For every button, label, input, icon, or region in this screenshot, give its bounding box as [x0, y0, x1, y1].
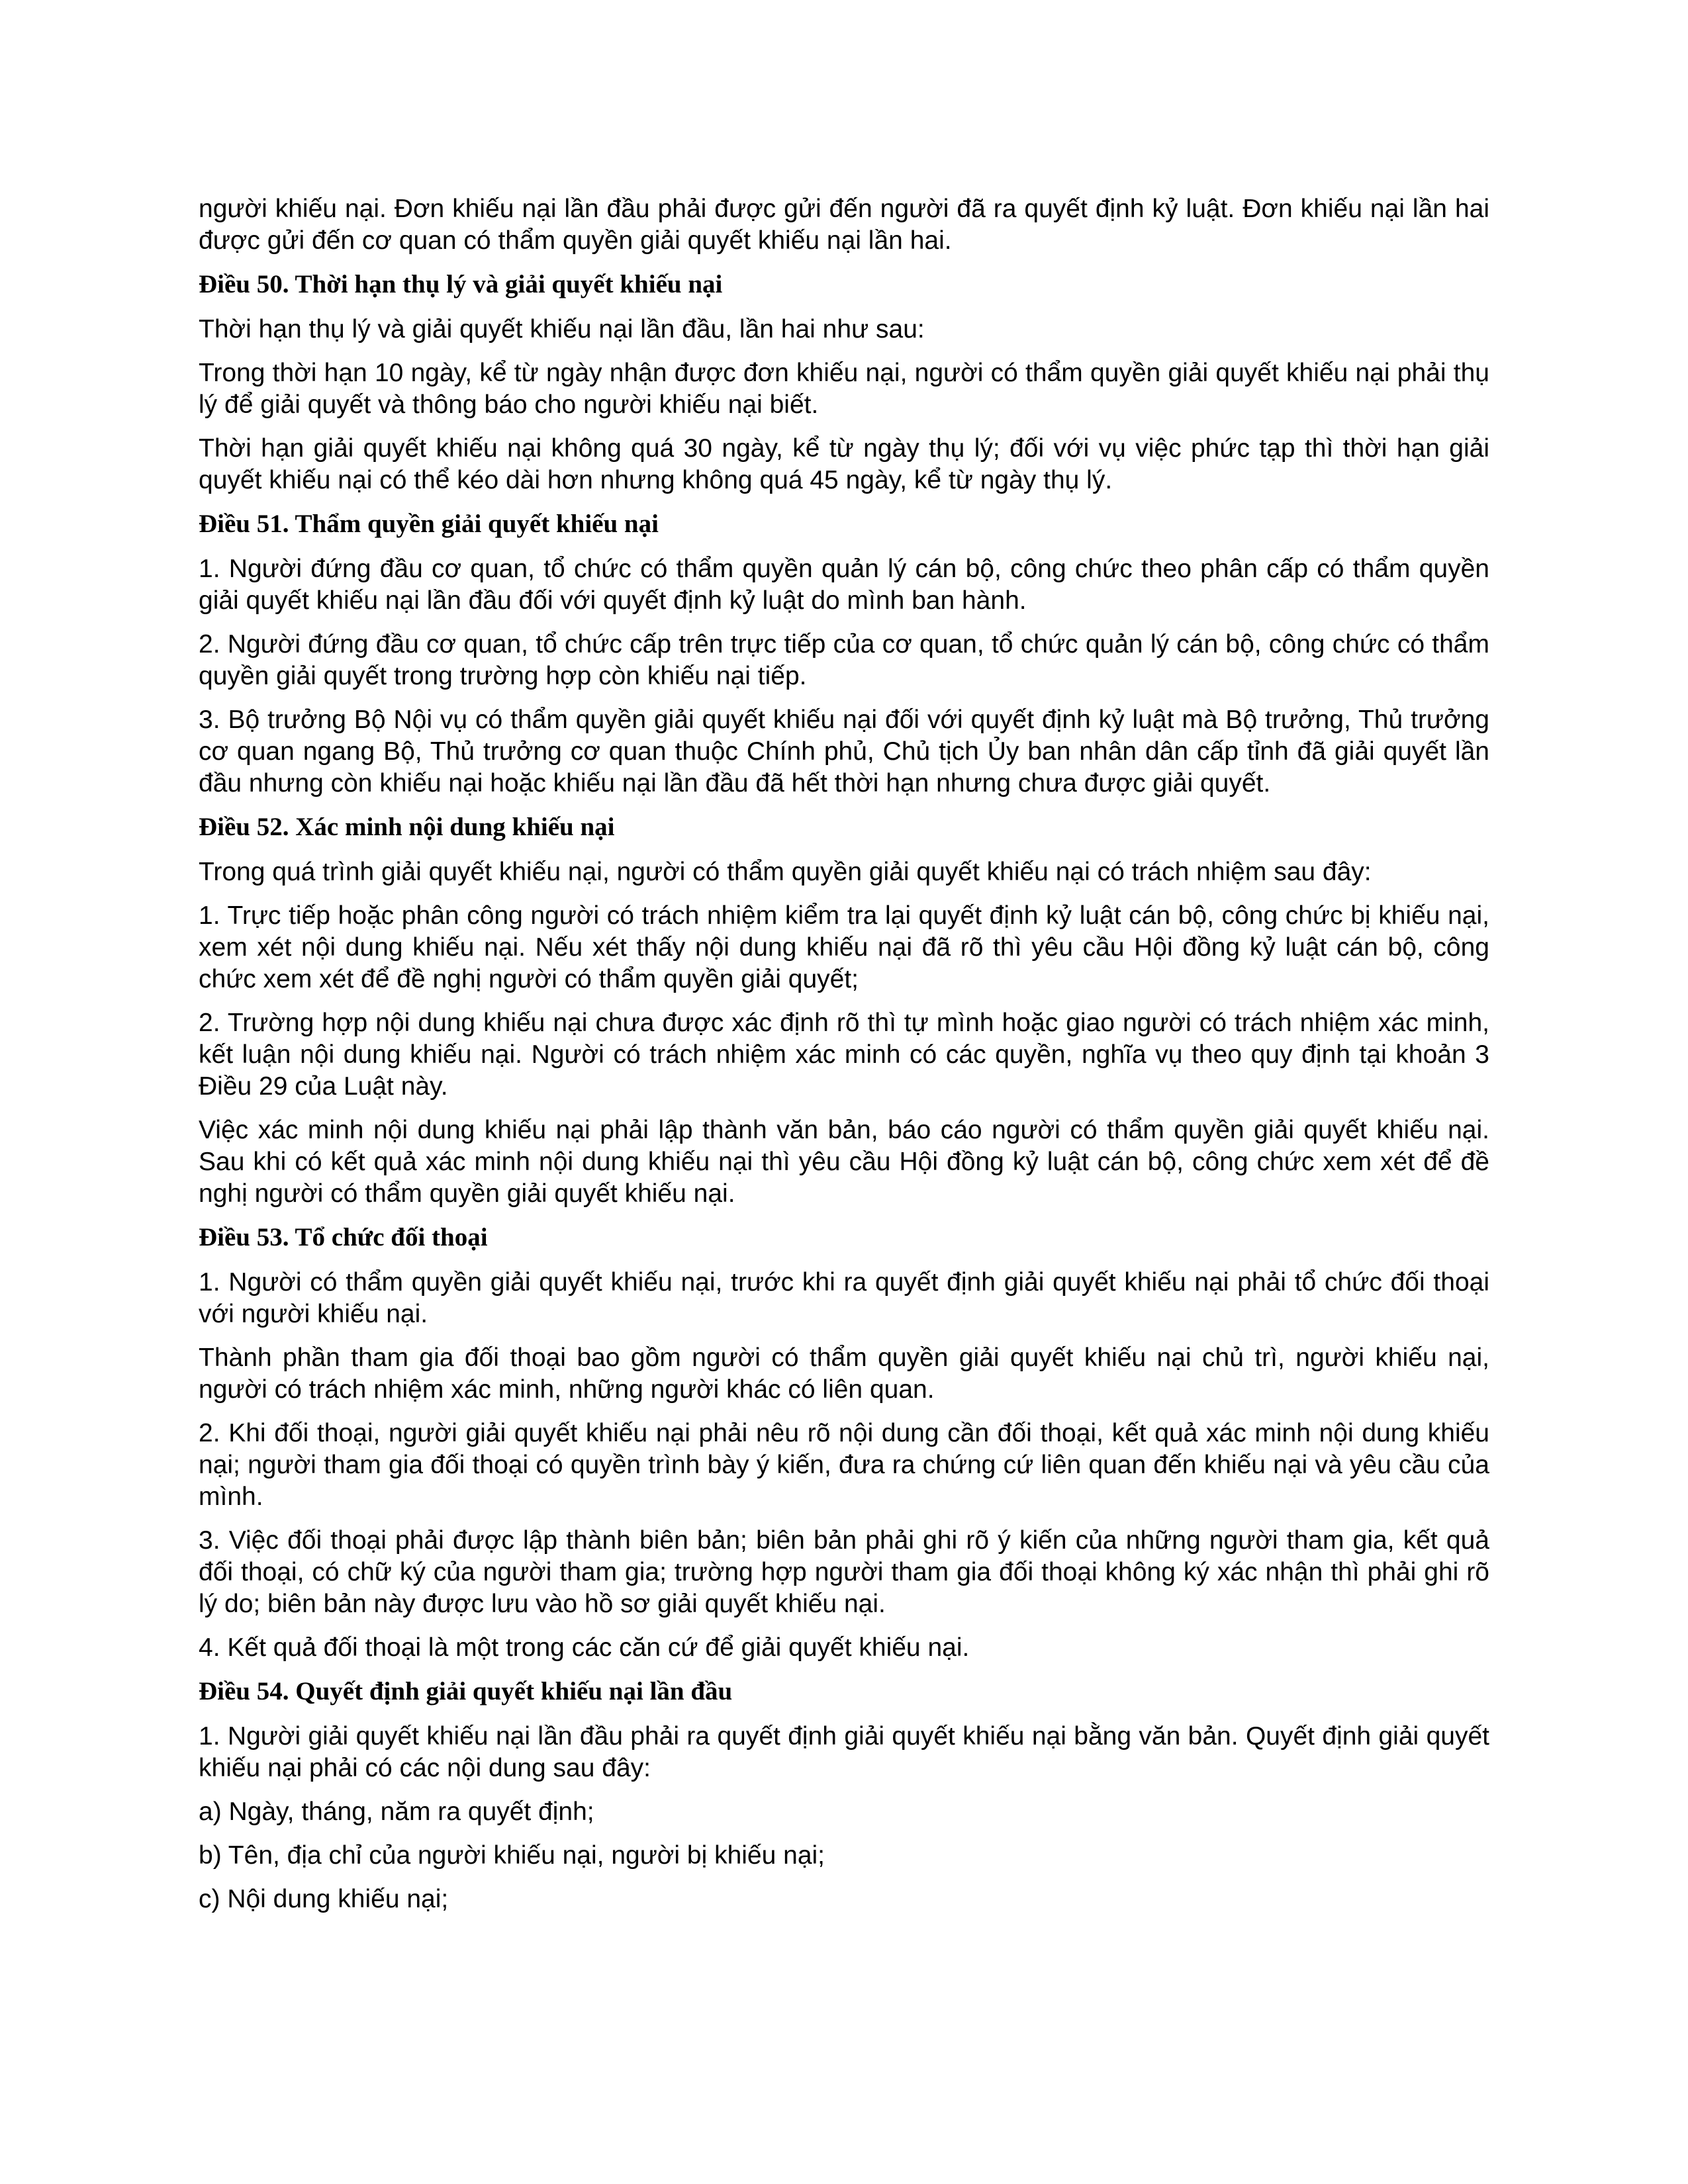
paragraph: 1. Người có thẩm quyền giải quyết khiếu nại, trước khi ra quyết định giải quyết khiếu nại phải tổ chức đối thoại với người khiếu nại.	[199, 1268, 1489, 1328]
article-heading-50: Điều 50. Thời hạn thụ lý và giải quyết khiếu nại	[199, 270, 723, 298]
paragraph: Thời hạn giải quyết khiếu nại không quá 30 ngày, kể từ ngày thụ lý; đối với vụ việc phức tạp thì thời hạn giải quyết khiếu nại có thể kéo dài hơn nhưng không quá 45 ngày, kể từ ngày thụ lý.	[199, 434, 1489, 494]
list-item: b) Tên, địa chỉ của người khiếu nại, người bị khiếu nại;	[199, 1841, 825, 1870]
paragraph: Thành phần tham gia đối thoại bao gồm người có thẩm quyền giải quyết khiếu nại chủ trì, người khiếu nại, người có trách nhiệm xác minh, những người khác có liên quan.	[199, 1343, 1489, 1404]
paragraph: 2. Khi đối thoại, người giải quyết khiếu nại phải nêu rõ nội dung cần đối thoại, kết quả xác minh nội dung khiếu nại; người tham gia đối thoại có quyền trình bày ý kiến, đưa ra chứng cứ liên quan đến khiếu nại và yêu cầu của mình.	[199, 1419, 1489, 1511]
paragraph: Việc xác minh nội dung khiếu nại phải lập thành văn bản, báo cáo người có thẩm quyền giải quyết khiếu nại. Sau khi có kết quả xác minh nội dung khiếu nại thì yêu cầu Hội đồng kỷ luật cán bộ, công chức xem xét để đề nghị người có thẩm quyền giải quyết khiếu nại.	[199, 1116, 1489, 1208]
paragraph: người khiếu nại. Đơn khiếu nại lần đầu phải được gửi đến người đã ra quyết định kỷ luật. Đơn khiếu nại lần hai được gửi đến cơ quan có thẩm quyền giải quyết khiếu nại lần hai.	[199, 195, 1489, 255]
article-heading-52: Điều 52. Xác minh nội dung khiếu nại	[199, 813, 615, 841]
paragraph: 1. Người giải quyết khiếu nại lần đầu phải ra quyết định giải quyết khiếu nại bằng văn bản. Quyết định giải quyết khiếu nại phải có các nội dung sau đây:	[199, 1722, 1489, 1782]
paragraph: 1. Người đứng đầu cơ quan, tổ chức có thẩm quyền quản lý cán bộ, công chức theo phân cấp có thẩm quyền giải quyết khiếu nại lần đầu đối với quyết định kỷ luật do mình ban hành.	[199, 555, 1489, 615]
paragraph: Trong quá trình giải quyết khiếu nại, người có thẩm quyền giải quyết khiếu nại có trách nhiệm sau đây:	[199, 858, 1372, 886]
paragraph: Thời hạn thụ lý và giải quyết khiếu nại lần đầu, lần hai như sau:	[199, 315, 925, 343]
document-page	[199, 193, 1489, 1927]
article-heading-53: Điều 53. Tổ chức đối thoại	[199, 1223, 488, 1251]
article-heading-54: Điều 54. Quyết định giải quyết khiếu nại lần đầu	[199, 1677, 733, 1706]
article-heading-51: Điều 51. Thẩm quyền giải quyết khiếu nại	[199, 510, 659, 538]
paragraph: 2. Trường hợp nội dung khiếu nại chưa được xác định rõ thì tự mình hoặc giao người có trách nhiệm xác minh, kết luận nội dung khiếu nại. Người có trách nhiệm xác minh có các quyền, nghĩa vụ theo quy định tại khoản 3 Điều 29 của Luật này.	[199, 1009, 1489, 1101]
paragraph: 3. Việc đối thoại phải được lập thành biên bản; biên bản phải ghi rõ ý kiến của những người tham gia, kết quả đối thoại, có chữ ký của người tham gia; trường hợp người tham gia đối thoại không ký xác nhận thì phải ghi rõ lý do; biên bản này được lưu vào hồ sơ giải quyết khiếu nại.	[199, 1526, 1489, 1618]
paragraph: 1. Trực tiếp hoặc phân công người có trách nhiệm kiểm tra lại quyết định kỷ luật cán bộ, công chức bị khiếu nại, xem xét nội dung khiếu nại. Nếu xét thấy nội dung khiếu nại đã rõ thì yêu cầu Hội đồng kỷ luật cán bộ, công chức xem xét để đề nghị người có thẩm quyền giải quyết;	[199, 901, 1489, 993]
paragraph: Trong thời hạn 10 ngày, kể từ ngày nhận được đơn khiếu nại, người có thẩm quyền giải quyết khiếu nại phải thụ lý để giải quyết và thông báo cho người khiếu nại biết.	[199, 359, 1489, 419]
list-item: c) Nội dung khiếu nại;	[199, 1885, 449, 1913]
paragraph: 4. Kết quả đối thoại là một trong các căn cứ để giải quyết khiếu nại.	[199, 1633, 970, 1662]
list-item: a) Ngày, tháng, năm ra quyết định;	[199, 1797, 594, 1826]
paragraph: 2. Người đứng đầu cơ quan, tổ chức cấp trên trực tiếp của cơ quan, tổ chức quản lý cán bộ, công chức có thẩm quyền giải quyết trong trường hợp còn khiếu nại tiếp.	[199, 630, 1489, 690]
paragraph: 3. Bộ trưởng Bộ Nội vụ có thẩm quyền giải quyết khiếu nại đối với quyết định kỷ luật mà Bộ trưởng, Thủ trưởng cơ quan ngang Bộ, Thủ trưởng cơ quan thuộc Chính phủ, Chủ tịch Ủy ban nhân dân cấp tỉnh đã giải quyết lần đầu nhưng còn khiếu nại hoặc khiếu nại lần đầu đã hết thời hạn nhưng chưa được giải quyết.	[199, 705, 1489, 797]
